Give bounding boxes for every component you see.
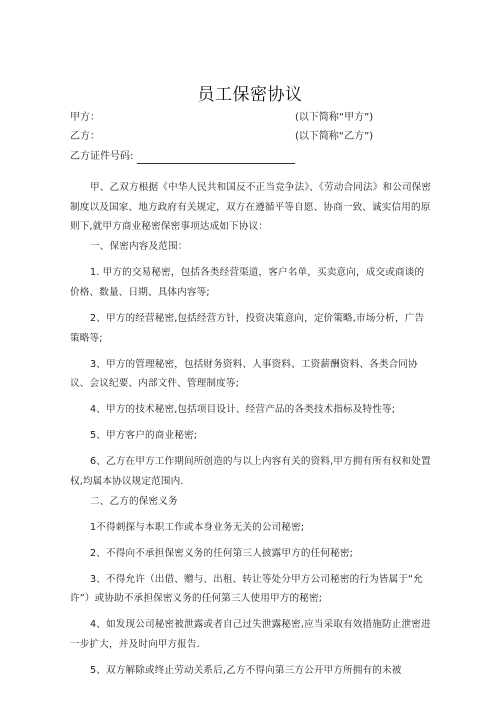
document-title: 员工保密协议: [197, 85, 303, 105]
party-b-note: (以下简称“乙方”): [295, 131, 374, 142]
clause-2-3: 3、不得允许（出借、赠与、出租、转让等处分甲方公司秘密的行为皆属于“允许”）或协助不承担保密义务的任何第三人使用甲方的秘密;: [70, 573, 423, 605]
clause-1-1: 1. 甲方的交易秘密，包括各类经营渠道，客户名单，买卖意向，成交或商谈的价格、数量、日期、具体内容等;: [70, 267, 425, 298]
clause-2-4: 4、如发现公司秘密被泄露或者自己过失泄露秘密,应当采取有效措施防止泄密进一步扩大，并及时向甲方报告.: [70, 619, 431, 651]
section-heading-1: 一、保密内容及范围：: [90, 241, 188, 253]
clause-2-2: 2、不得向不承担保密义务的任何第三人披露甲方的任何秘密;: [90, 547, 353, 559]
id-number-label: 乙方证件号码:: [70, 151, 134, 162]
party-a-label: 甲方：: [70, 112, 100, 123]
id-number-row: [70, 150, 295, 164]
clause-1-6: 6、乙方在甲方工作期间所创造的与以上内容有关的资料,甲方拥有所有权和处置权,均属本协议规定范围内.: [70, 456, 431, 487]
party-b-label: 乙方：: [70, 131, 100, 142]
section-heading-2: 二、乙方的保密义务: [90, 495, 178, 507]
party-a-note: (以下简称“甲方”): [295, 112, 374, 123]
agreement-body: [70, 178, 432, 681]
clause-1-5: 5、甲方客户的商业秘密;: [90, 430, 198, 442]
clause-2-5: 5、双方解除或终止劳动关系后,乙方不得向第三方公开甲方所拥有的未被: [90, 665, 402, 677]
clause-2-1: 1不得刺探与本职工作或本身业务无关的公司秘密;: [90, 521, 305, 533]
clause-1-2: 2、甲方的经营秘密,包括经营方针，投资决策意向，定价策略,市场分析，广告策略等;: [70, 312, 425, 344]
id-number-blank-line: [137, 152, 295, 164]
clause-1-3: 3、甲方的管理秘密，包括财务资料、人事资料、工资薪酬资料、各类合同协议、会议纪要、内部文件、管理制度等;: [70, 358, 418, 390]
clause-1-4: 4、甲方的技术秘密,包括项目设计、经营产品的各类技术指标及特性等;: [90, 404, 396, 416]
paragraph-intro: 甲、乙双方根据《中华人民共和国反不正当竞争法》、《劳动合同法》和公司保密制度以及国家、地方政府有关规定，双方在遵循平等自愿、协商一致、诚实信用的原则下,就甲方商业秘密保密事项达成如下协议：: [70, 182, 432, 233]
